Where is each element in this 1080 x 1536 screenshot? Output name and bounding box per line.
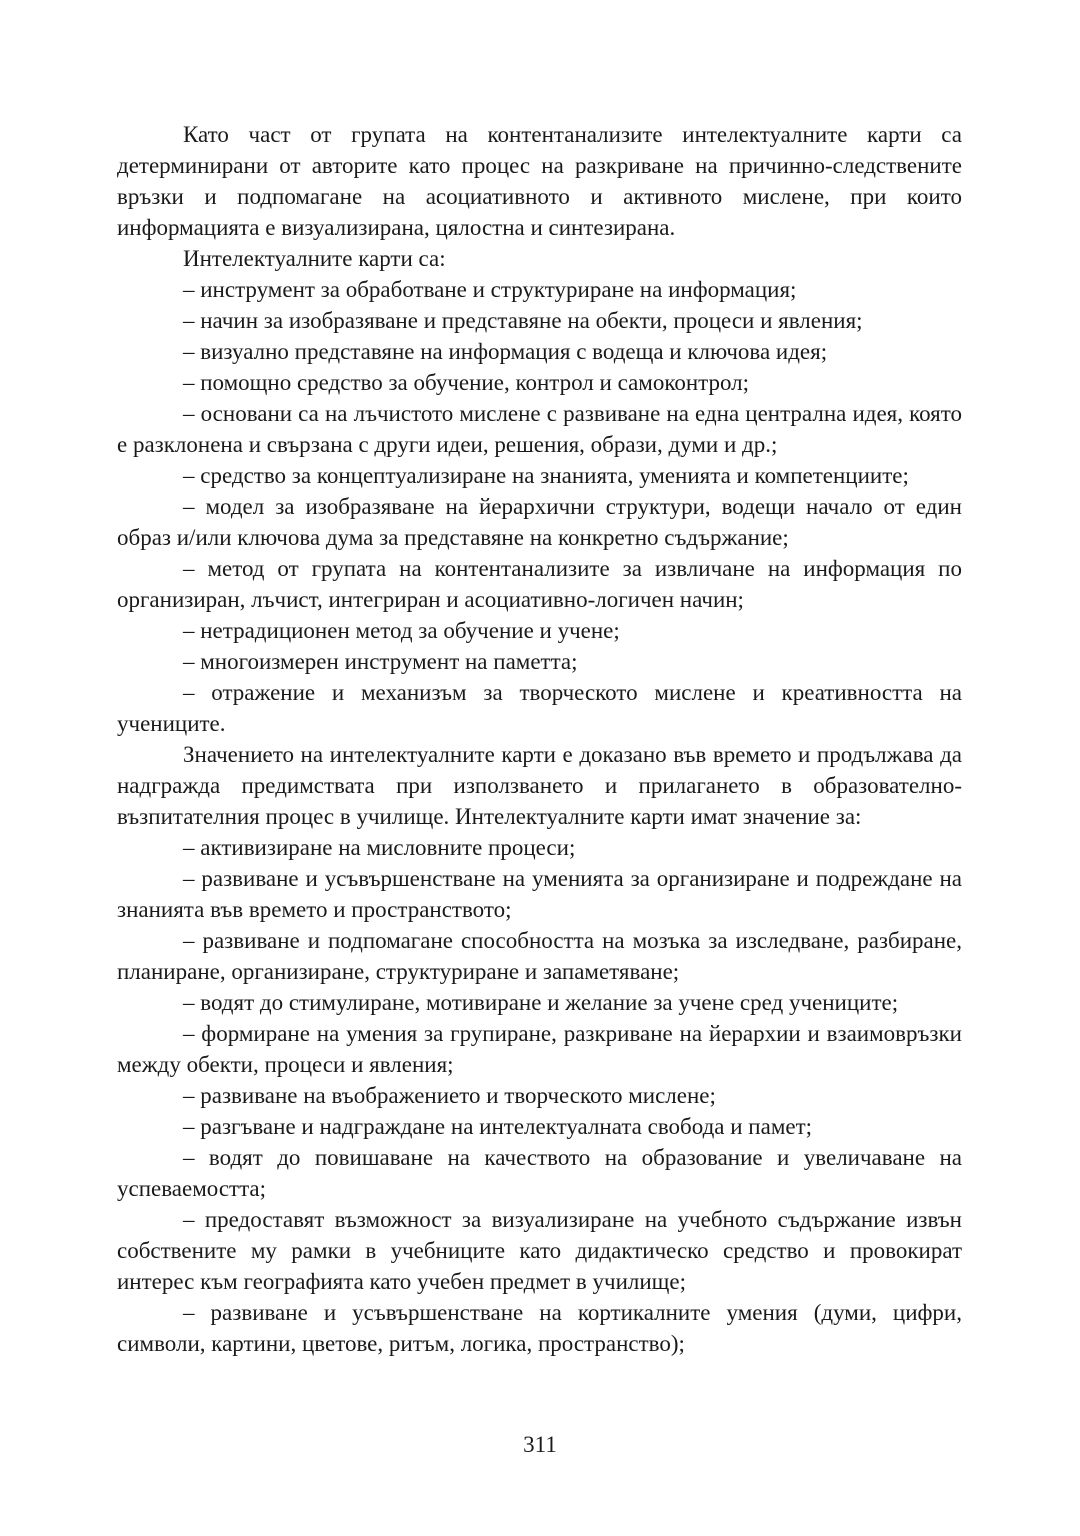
list-item: – основани са на лъчистото мислене с развиване на една централна идея, която е разклонена и свързана с други идеи, решения, образи, думи и др.; bbox=[117, 401, 962, 457]
paragraph-significance: Значението на интелектуалните карти е доказано във времето и продължава да надгражда предимствата при използването и прилагането в образователно-възпитателния процес в училище. Интелектуалните карти имат значение за: bbox=[117, 742, 962, 829]
list-item: – отражение и механизъм за творческото мислене и креативността на учениците. bbox=[117, 680, 962, 736]
list-item: – разгъване и надграждане на интелектуалната свобода и памет; bbox=[183, 1114, 813, 1139]
list-item: – развиване на въображението и творческото мислене; bbox=[183, 1083, 716, 1108]
list-item: – начин за изобразяване и представяне на обекти, процеси и явления; bbox=[183, 308, 863, 333]
list-item: – развиване и подпомагане способността на мозъка за изследване, разбиране, планиране, организиране, структуриране и запаметяване; bbox=[117, 928, 962, 984]
list-item: – водят до повишаване на качеството на образование и увеличаване на успеваемостта; bbox=[117, 1145, 962, 1201]
list-item: – метод от групата на контентанализите за извличане на информация по организиран, лъчист, интегриран и асоциативно-логичен начин; bbox=[117, 556, 962, 612]
list-item: – визуално представяне на информация с водеща и ключова идея; bbox=[183, 339, 828, 364]
list-item: – модел за изобразяване на йерархични структури, водещи начало от един образ и/или ключова дума за представяне на конкретно съдържание; bbox=[117, 494, 962, 550]
page-number: 311 bbox=[523, 1432, 557, 1457]
list-item: – предоставят възможност за визуализиране на учебното съдържание извън собствените му рамки в учебниците като дидактическо средство и провокират интерес към географията като учебен предмет в училище; bbox=[117, 1207, 962, 1294]
list-item: – развиване и усъвършенстване на уменията за организиране и подреждане на знанията във времето и пространството; bbox=[117, 866, 962, 922]
paragraph-list-heading: Интелектуалните карти са: bbox=[183, 246, 446, 271]
list-item: – водят до стимулиране, мотивиране и желание за учене сред учениците; bbox=[183, 990, 899, 1015]
list-item: – инструмент за обработване и структуриране на информация; bbox=[183, 277, 797, 302]
body-text bbox=[117, 119, 962, 1359]
list-item: – развиване и усъвършенстване на кортикалните умения (думи, цифри, символи, картини, цветове, ритъм, логика, пространство); bbox=[117, 1300, 962, 1356]
list-item: – помощно средство за обучение, контрол и самоконтрол; bbox=[183, 370, 750, 395]
list-item: – многоизмерен инструмент на паметта; bbox=[183, 649, 578, 674]
list-item: – нетрадиционен метод за обучение и учене; bbox=[183, 618, 620, 643]
list-item: – активизиране на мисловните процеси; bbox=[183, 835, 576, 860]
list-item: – формиране на умения за групиране, разкриване на йерархии и взаимовръзки между обекти, процеси и явления; bbox=[117, 1021, 962, 1077]
paragraph-intro: Като част от групата на контентанализите интелектуалните карти са детерминирани от авторите като процес на разкриване на причинно-следствените връзки и подпомагане на асоциативното и активното мислене, при които информацията е визуализирана, цялостна и синтезирана. bbox=[117, 122, 962, 240]
list-item: – средство за концептуализиране на знанията, уменията и компетенциите; bbox=[183, 463, 909, 488]
